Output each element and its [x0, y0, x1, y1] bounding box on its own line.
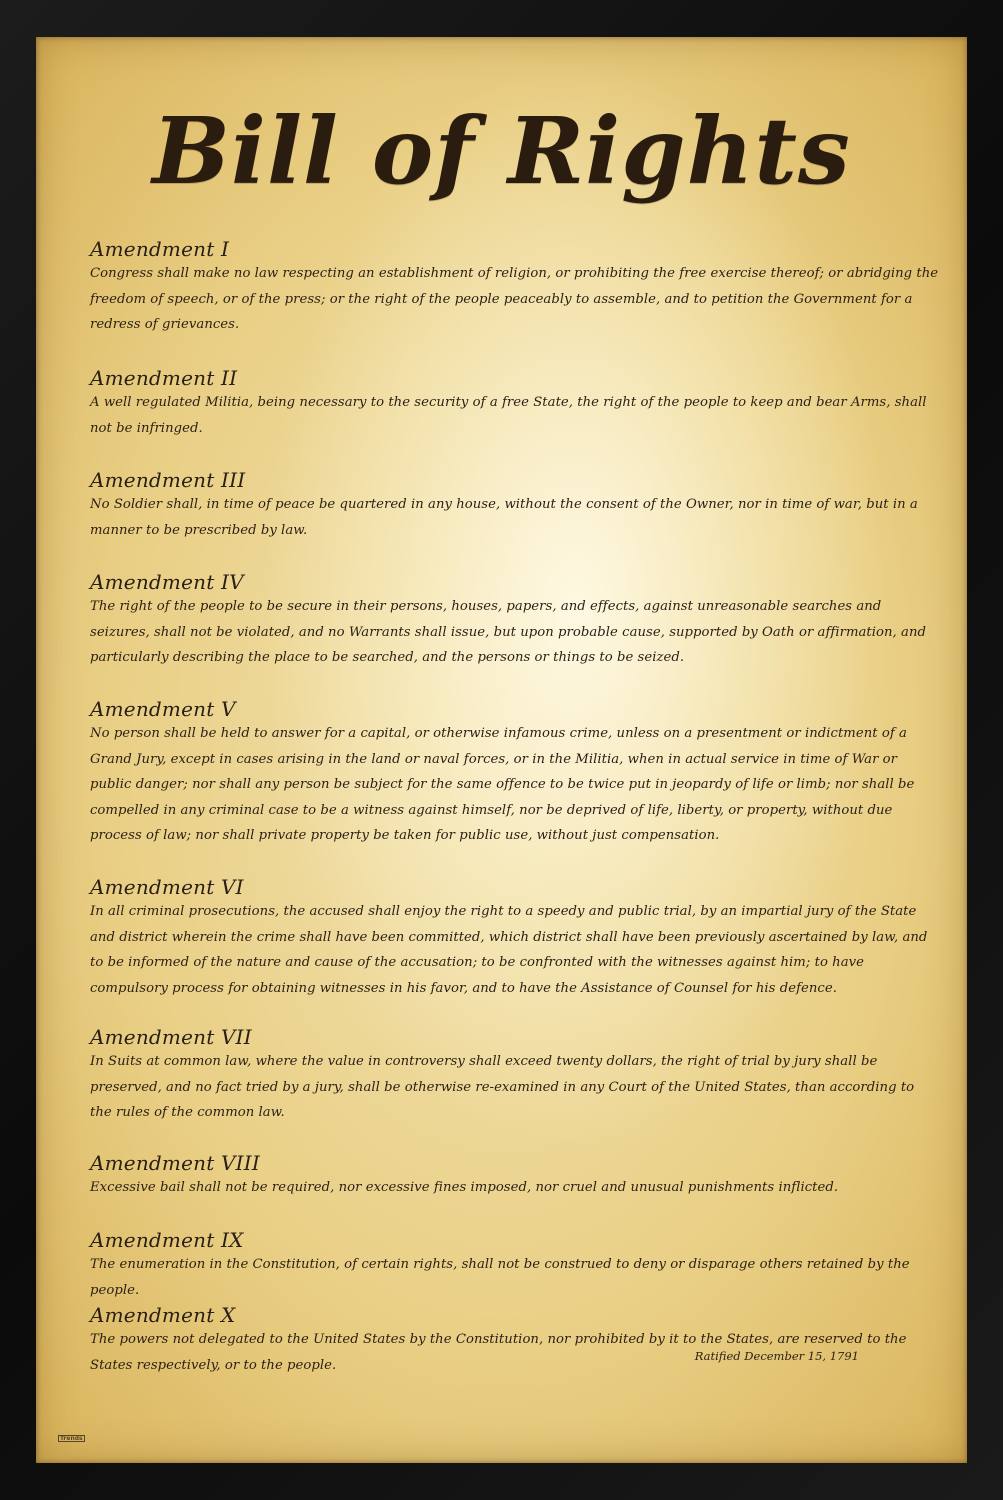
amendment-text: Excessive bail shall not be required, nor excessive fines imposed, nor cruel and unusual punishments inflicted. — [90, 1180, 839, 1195]
amendment-3 — [90, 468, 940, 543]
amendment-text: In all criminal prosecutions, the accused shall enjoy the right to a speedy and public trial, by an impartial jury of the State and district wherein the crime shall have been committed, which district shall have been previously ascertained by law, and to be informed of the nature and cause of the accusation; to be confronted with the witnesses against him; to have compulsory process for obtaining witnesses in his favor, and to have the Assistance of Counsel for his defence. — [90, 904, 928, 996]
amendment-heading: Amendment X — [90, 1303, 236, 1327]
amendment-text: The powers not delegated to the United States by the Constitution, nor prohibited by it to the States, are reserved to the States respectively, or to the people. — [90, 1332, 907, 1373]
parchment-poster — [36, 37, 967, 1463]
amendment-text: Congress shall make no law respecting an establishment of religion, or prohibiting the free exercise thereof; or abridging the freedom of speech, or of the press; or the right of the people peaceably to assemble, and to petition the Government for a redress of grievances. — [90, 266, 939, 333]
amendment-2 — [90, 366, 940, 441]
amendment-heading: Amendment I — [90, 237, 230, 261]
amendment-4 — [90, 570, 940, 671]
amendment-1 — [90, 237, 940, 338]
amendment-text: A well regulated Militia, being necessary to the security of a free State, the right of the people to keep and bear Arms, shall not be infringed. — [90, 395, 927, 436]
amendment-heading: Amendment II — [90, 366, 238, 390]
amendment-5 — [90, 697, 940, 849]
ratified-date: Ratified December 15, 1791 — [694, 1349, 859, 1363]
amendment-heading: Amendment V — [90, 697, 236, 721]
amendment-heading: Amendment IV — [90, 570, 244, 594]
publisher-logo-icon: Trends — [60, 1435, 83, 1442]
amendment-heading: Amendment VI — [90, 875, 244, 899]
amendment-9 — [90, 1228, 940, 1303]
amendment-heading: Amendment VIII — [90, 1151, 260, 1175]
amendment-6 — [90, 875, 940, 1001]
amendment-heading: Amendment VII — [90, 1025, 252, 1049]
amendment-heading: Amendment III — [90, 468, 246, 492]
amendment-7 — [90, 1025, 940, 1126]
amendment-text: No person shall be held to answer for a capital, or otherwise infamous crime, unless on a presentment or indictment of a Grand Jury, except in cases arising in the land or naval forces, or in the Militia, when in actual service in time of War or public danger; nor shall any person be subject for the same offence to be twice put in jeopardy of life or limb; nor shall be compelled in any criminal case to be a witness against himself, nor be deprived of life, liberty, or property, without due process of law; nor shall private property be taken for public use, without just compensation. — [90, 726, 915, 844]
amendment-text: No Soldier shall, in time of peace be quartered in any house, without the consent of the Owner, nor in time of war, but in a manner to be prescribed by law. — [90, 497, 918, 538]
amendment-10 — [90, 1303, 940, 1378]
amendment-heading: Amendment IX — [90, 1228, 244, 1252]
poster-title: Bill of Rights — [152, 97, 851, 205]
amendment-text: The enumeration in the Constitution, of certain rights, shall not be construed to deny or disparage others retained by the people. — [90, 1257, 910, 1298]
publisher-mark — [58, 1435, 208, 1442]
amendment-text: The right of the people to be secure in their persons, houses, papers, and effects, against unreasonable searches and seizures, shall not be violated, and no Warrants shall issue, but upon probable cause, supported by Oath or affirmation, and particularly describing the place to be searched, and the persons or things to be seized. — [90, 599, 926, 666]
amendment-8 — [90, 1151, 940, 1201]
amendment-text: In Suits at common law, where the value in controversy shall exceed twenty dollars, the right of trial by jury shall be preserved, and no fact tried by a jury, shall be otherwise re-examined in any Court of the United States, than according to the rules of the common law. — [90, 1054, 915, 1121]
